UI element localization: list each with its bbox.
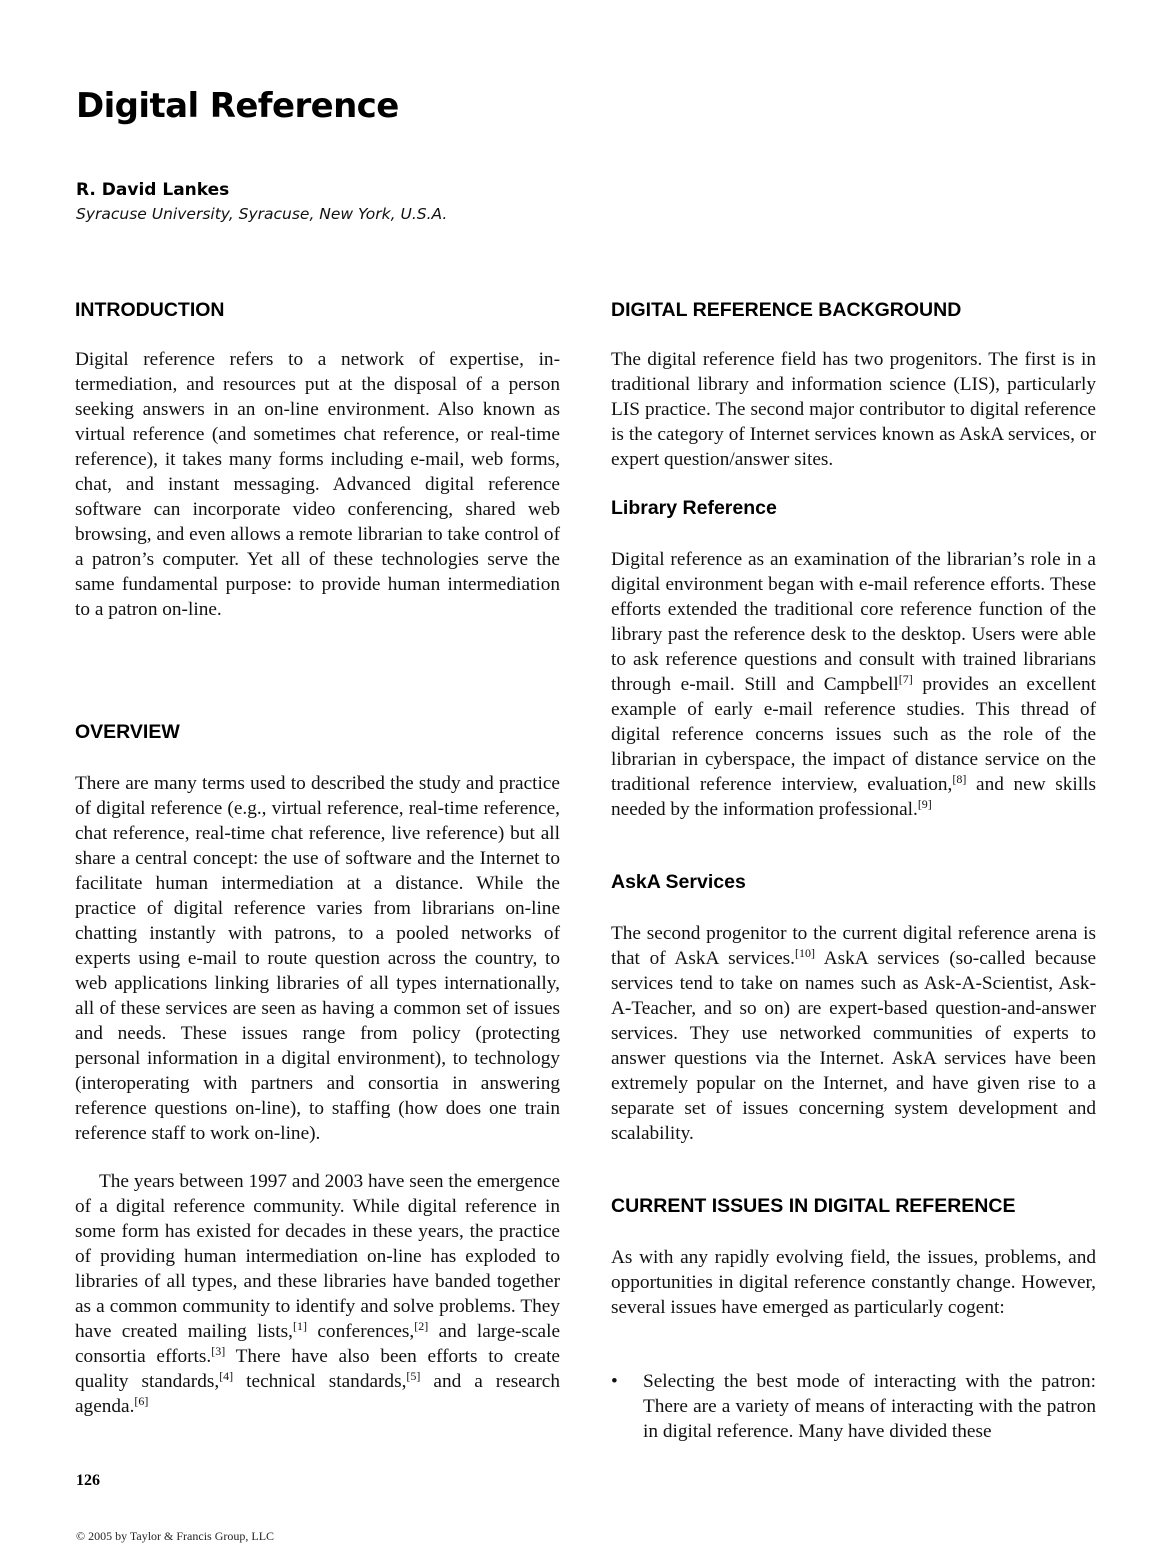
introduction-paragraph: Digital reference refers to a network of expertise, intermediation, and resources put at the disposal of a person seeking answers in an on-line environment. Also known as virtual reference (and sometimes chat reference, or real-time reference), it takes many forms including e-mail, web forms, chat, and instant messaging. Advanced digital reference software can incorporate video conferencing, shared web browsing, and even allows a remote librarian to take control of a patron’s computer. Yet all of these technologies serve the same fundamental purpose: to provide human intermediation to a patron on-line. (75, 349, 560, 620)
library-text-segment: Digital reference as an examination of the librarian’s role in a digital environment began with e-mail reference efforts. These efforts extended the traditional core reference function of the library past the reference desk to the desktop. Users were able to ask reference questions and consult with trained librarians through e-mail. Still and Campbell (611, 549, 1096, 695)
bullet-text: Selecting the best mode of interacting with the patron: There are a variety of means of interacting with the patron in digital reference. Many have divided these (643, 1371, 1096, 1442)
copyright-notice: © 2005 by Taylor & Francis Group, LLC (76, 1529, 275, 1543)
overview-paragraph-1: There are many terms used to described the study and practice of digital reference (e.g., virtual reference, real-time reference, chat reference, real-time chat reference, live reference) but all share a central concept: the use of software and the Internet to facilitate human intermediation at a distance. While the practice of digital reference varies from librarians on-line chatting instantly with patrons, to a pooled networks of experts using e-mail to route question across the country, to web applications linking libraries of all types internationally, all of these services are seen as having a common set of issues and needs. These issues range from policy (protecting personal information in a digital environment), to technology (interoperating with partners and consortia in answering reference questions on-line), to staffing (how does one train reference staff to work on-line). (75, 773, 560, 1144)
citation-ref: [3] (211, 1344, 226, 1358)
current-issues-paragraph: As with any rapidly evolving field, the issues, problems, and opportunities in digital reference constantly change. However, several issues have emerged as particularly cogent: (611, 1247, 1096, 1318)
library-text-segment: provides an excellent example of early e-mail reference studies. This thread of digital reference concerns issues such as the role of the librarian in cyberspace, the impact of distance service on the traditional reference interview, evaluation, (611, 674, 1096, 795)
background-heading: DIGITAL REFERENCE BACKGROUND (611, 299, 962, 321)
bullet-icon: • (611, 1371, 618, 1392)
overview-text-segment: technical standards, (233, 1371, 407, 1392)
overview-text-segment: and large-scale consortia efforts. (75, 1321, 561, 1367)
citation-ref: [5] (406, 1369, 421, 1383)
library-reference-heading: Library Reference (611, 497, 777, 519)
library-text-segment: and new skills needed by the information professional. (611, 774, 1096, 820)
citation-ref: [2] (414, 1319, 429, 1333)
citation-ref: [10] (795, 946, 816, 960)
background-paragraph: The digital reference field has two progenitors. The first is in traditional library and information science (LIS), particularly LIS practice. The second major contributor to digital reference is the category of Internet services known as AskA services, or expert question/answer sites. (611, 349, 1096, 470)
overview-heading: OVERVIEW (75, 721, 180, 743)
current-issues-heading: CURRENT ISSUES IN DIGITAL REFERENCE (611, 1195, 1016, 1217)
aska-services-paragraph (611, 921, 1096, 1146)
overview-paragraph-2 (75, 1169, 560, 1419)
author-name: R. David Lankes (76, 180, 230, 200)
aska-services-heading: AskA Services (611, 871, 746, 893)
citation-ref: [7] (898, 672, 913, 686)
introduction-heading: INTRODUCTION (75, 299, 225, 321)
page-number: 126 (76, 1472, 100, 1489)
citation-ref: [4] (219, 1369, 234, 1383)
citation-ref: [1] (293, 1319, 307, 1333)
citation-ref: [8] (952, 772, 967, 786)
article-title: Digital Reference (76, 86, 399, 126)
aska-text-segment: AskA services (so-called because services tend to take on names such as Ask-A-Scientist, Ask-A-Teacher, and so on) are expert-based question-and-answer services. They use networked communities of experts to answer questions via the Internet. AskA services have been extremely popular on the Internet, and have given rise to a separate set of issues concerning system development and scalability. (611, 948, 1097, 1144)
library-reference-paragraph (611, 547, 1096, 822)
citation-ref: [9] (917, 797, 932, 811)
overview-text-segment: and a research agenda. (75, 1371, 560, 1417)
author-affiliation: Syracuse University, Syracuse, New York, U.S.A. (76, 205, 448, 223)
aska-text-segment: The second progenitor to the current digital reference arena is that of AskA services. (611, 923, 1096, 969)
citation-ref: [6] (134, 1394, 149, 1408)
overview-text-segment: There have also been efforts to create quality standards, (75, 1346, 560, 1392)
overview-text-segment: conferences, (307, 1321, 415, 1342)
overview-text-segment: The years between 1997 and 2003 have seen the emergence of a digital reference community. While digital reference in some form has existed for decades in these years, the practice of providing human intermediation on-line has exploded to libraries of all types, and these libraries have banded together as a common community to identify and solve problems. They have created mailing lists, (75, 1171, 560, 1342)
